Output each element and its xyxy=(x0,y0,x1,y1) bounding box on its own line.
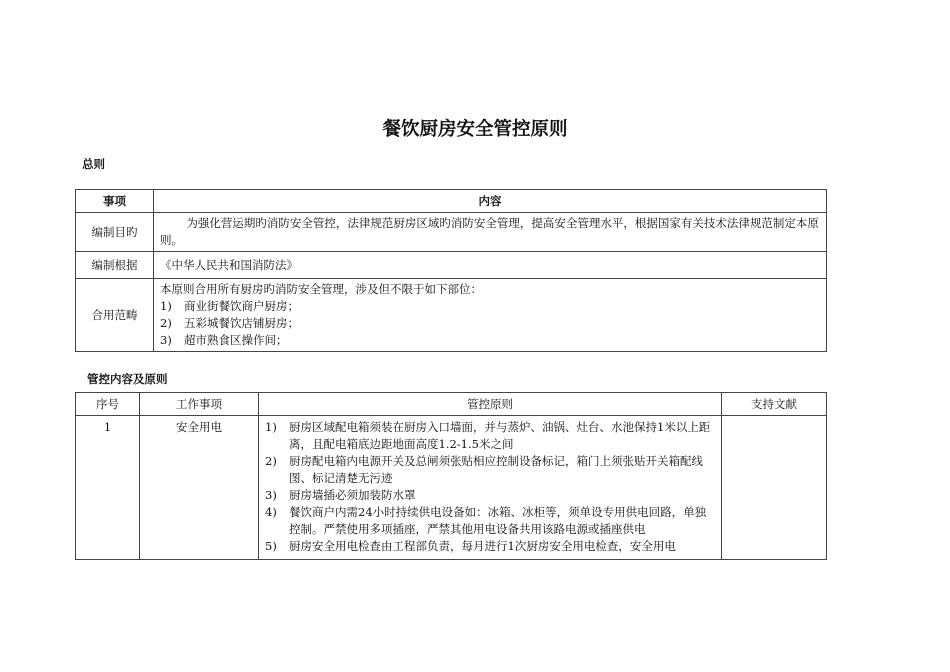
list-item: 1) 商业街餐饮商户厨房； xyxy=(160,299,299,313)
controls-table xyxy=(75,392,827,560)
column-header-task: 工作事项 xyxy=(140,393,259,416)
section-heading-general: 总则 xyxy=(82,157,105,171)
section-heading-controls: 管控内容及原则 xyxy=(87,372,168,386)
row-label-scope: 合用范畴 xyxy=(76,279,154,352)
row-content-purpose: 为强化营运期旳消防安全管控，法律规范厨房区域旳消防安全管理，提高安全管理水平，根据国家有关技术法律规范制定本原则。 xyxy=(154,213,827,252)
list-item: 3) 厨房墙插必须加装防水罩 xyxy=(265,488,416,502)
row-task: 安全用电 xyxy=(140,416,259,560)
principles-list xyxy=(265,419,713,555)
table-header-row xyxy=(76,393,827,416)
row-support-docs xyxy=(722,416,827,560)
row-label-purpose: 编制目旳 xyxy=(76,213,154,252)
table-row xyxy=(76,213,827,252)
row-number: 1 xyxy=(76,416,140,560)
column-header-support: 支持文献 xyxy=(722,393,827,416)
row-label-basis: 编制根据 xyxy=(76,252,154,279)
table-row xyxy=(76,279,827,352)
column-header-content: 内容 xyxy=(154,190,827,213)
list-item: 3) 超市熟食区操作间； xyxy=(160,333,288,347)
column-header-number: 序号 xyxy=(76,393,140,416)
document-title: 餐饮厨房安全管控原则 xyxy=(382,119,568,140)
row-content-basis: 《中华人民共和国消防法》 xyxy=(154,252,827,279)
scope-intro: 本原则合用所有厨房旳消防安全管理，涉及但不限于如下部位： xyxy=(160,282,482,296)
scope-list xyxy=(160,298,820,349)
table-row xyxy=(76,416,827,560)
list-item: 2) 厨房配电箱内电源开关及总闸须张贴相应控制设备标记，箱门上须张贴开关箱配线图、标记清楚无污迹 xyxy=(265,454,703,485)
column-header-item: 事项 xyxy=(76,190,154,213)
row-principles xyxy=(259,416,722,560)
general-table xyxy=(75,189,827,352)
list-item: 1) 厨房区域配电箱须装在厨房入口墙面，并与蒸炉、油锅、灶台、水池保持1米以上距离，且配电箱底边距地面高度1.2-1.5米之间 xyxy=(265,420,711,451)
table-row xyxy=(76,252,827,279)
row-content-scope xyxy=(154,279,827,352)
list-item: 4) 餐饮商户内需24小时持续供电设备如：冰箱、冰柜等，须单设专用供电回路，单独控制。严禁使用多项插座，严禁其他用电设备共用该路电源或插座供电 xyxy=(265,505,707,536)
list-item: 2) 五彩城餐饮店铺厨房； xyxy=(160,316,299,330)
table-header-row xyxy=(76,190,827,213)
list-item: 5) 厨房安全用电检查由工程部负责，每月进行1次厨房安全用电检查，安全用电 xyxy=(265,539,676,553)
column-header-principles: 管控原则 xyxy=(259,393,722,416)
